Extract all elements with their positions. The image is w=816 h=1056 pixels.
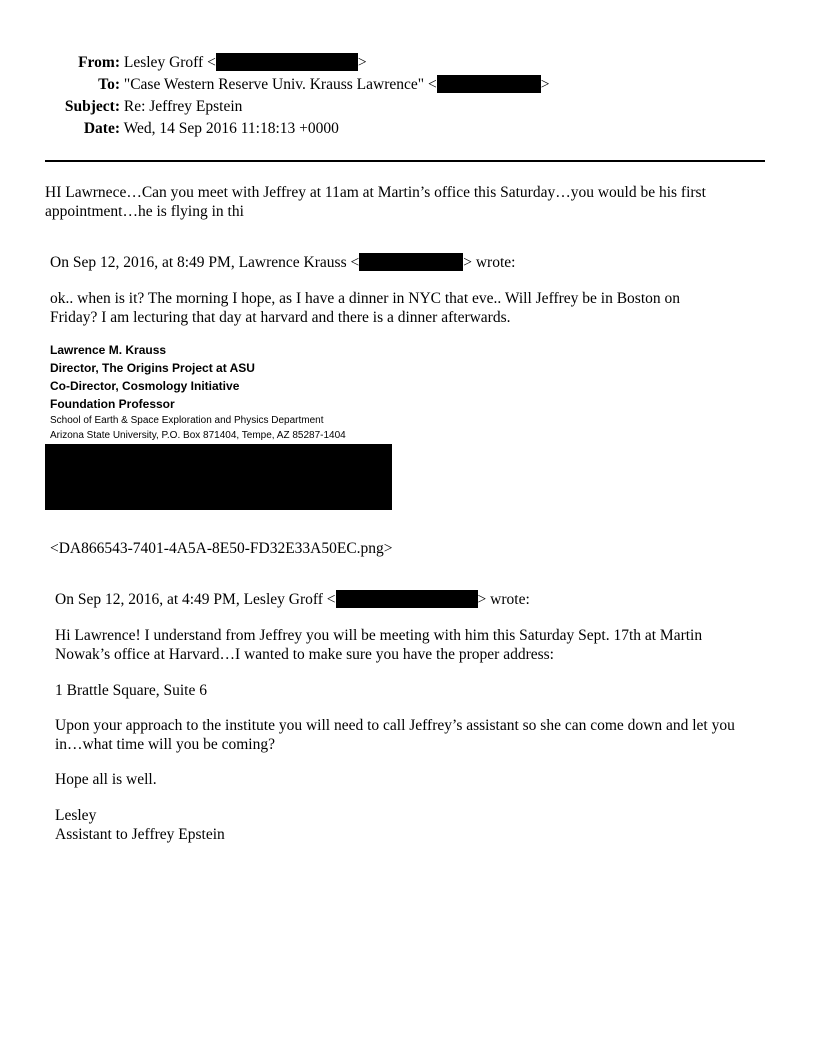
signature-name: Lawrence M. Krauss — [50, 343, 167, 357]
to-close: > — [540, 76, 550, 93]
header-divider — [45, 160, 765, 162]
from-close: > — [357, 54, 367, 71]
signature-department: School of Earth & Space Exploration and Physics Department — [50, 415, 324, 426]
date-row — [45, 119, 339, 139]
redaction-bar — [336, 590, 478, 608]
signature-address: Arizona State University, P.O. Box 871404, Tempe, AZ 85287-1404 — [50, 430, 346, 441]
quote-line: ok.. when is it? The morning I hope, as I have a dinner in NYC that eve.. Will Jeffrey be in Boston on — [50, 290, 681, 307]
quote-address: 1 Brattle Square, Suite 6 — [55, 682, 207, 699]
redaction-bar — [216, 53, 358, 71]
subject-value: Re: Jeffrey Epstein — [123, 98, 243, 115]
attachment-name: <DA866543-7401-4A5A-8E50-FD32E33A50EC.png> — [50, 540, 393, 557]
message-body — [45, 183, 706, 221]
quote-body — [50, 289, 680, 327]
quote-intro-end: > wrote: — [463, 254, 516, 271]
redaction-block — [45, 444, 392, 510]
quote-intro — [50, 253, 515, 272]
subject-label: Subject: — [64, 98, 120, 115]
quote-closing: Hope all is well. — [55, 771, 157, 788]
quote-intro-start: On Sep 12, 2016, at 4:49 PM, Lesley Groff < — [55, 591, 336, 608]
redaction-bar — [437, 75, 541, 93]
subject-row — [45, 97, 242, 117]
message-line: HI Lawrnece…Can you meet with Jeffrey at 11am at Martin’s office this Saturday…you would be his first — [45, 184, 706, 201]
from-label: From: — [78, 54, 120, 71]
to-label: To: — [98, 76, 120, 93]
redaction-bar — [359, 253, 463, 271]
quote-line: Nowak’s office at Harvard…I wanted to make sure you have the proper address: — [55, 646, 554, 663]
message-line: appointment…he is flying in thi — [45, 203, 244, 220]
quote-line: Upon your approach to the institute you will need to call Jeffrey’s assistant so she can come down and let you — [55, 717, 735, 734]
quote-signoff — [55, 806, 225, 844]
quote-paragraph — [55, 626, 702, 664]
signoff-name: Lesley — [55, 807, 97, 824]
signature-title: Foundation Professor — [50, 397, 175, 411]
signature-title: Co-Director, Cosmology Initiative — [50, 379, 240, 393]
date-label: Date: — [83, 120, 120, 137]
to-value: "Case Western Reserve Univ. Krauss Lawrence" < — [123, 76, 437, 93]
date-value: Wed, 14 Sep 2016 11:18:13 +0000 — [123, 120, 339, 137]
quote-line: Hi Lawrence! I understand from Jeffrey you will be meeting with him this Saturday Sept. 17th at Martin — [55, 627, 703, 644]
signature-title: Director, The Origins Project at ASU — [50, 361, 255, 375]
signature-block — [50, 341, 346, 443]
from-row — [45, 53, 367, 73]
from-value: Lesley Groff < — [123, 54, 216, 71]
signoff-title: Assistant to Jeffrey Epstein — [55, 826, 225, 843]
quote-intro-end: > wrote: — [477, 591, 530, 608]
quote-intro-start: On Sep 12, 2016, at 8:49 PM, Lawrence Krauss < — [50, 254, 360, 271]
quote-intro — [55, 590, 530, 609]
quote-line: Friday? I am lecturing that day at harvard and there is a dinner afterwards. — [50, 309, 511, 326]
to-row — [45, 75, 549, 95]
quote-line: in…what time will you be coming? — [55, 736, 275, 753]
quote-paragraph — [55, 716, 735, 754]
